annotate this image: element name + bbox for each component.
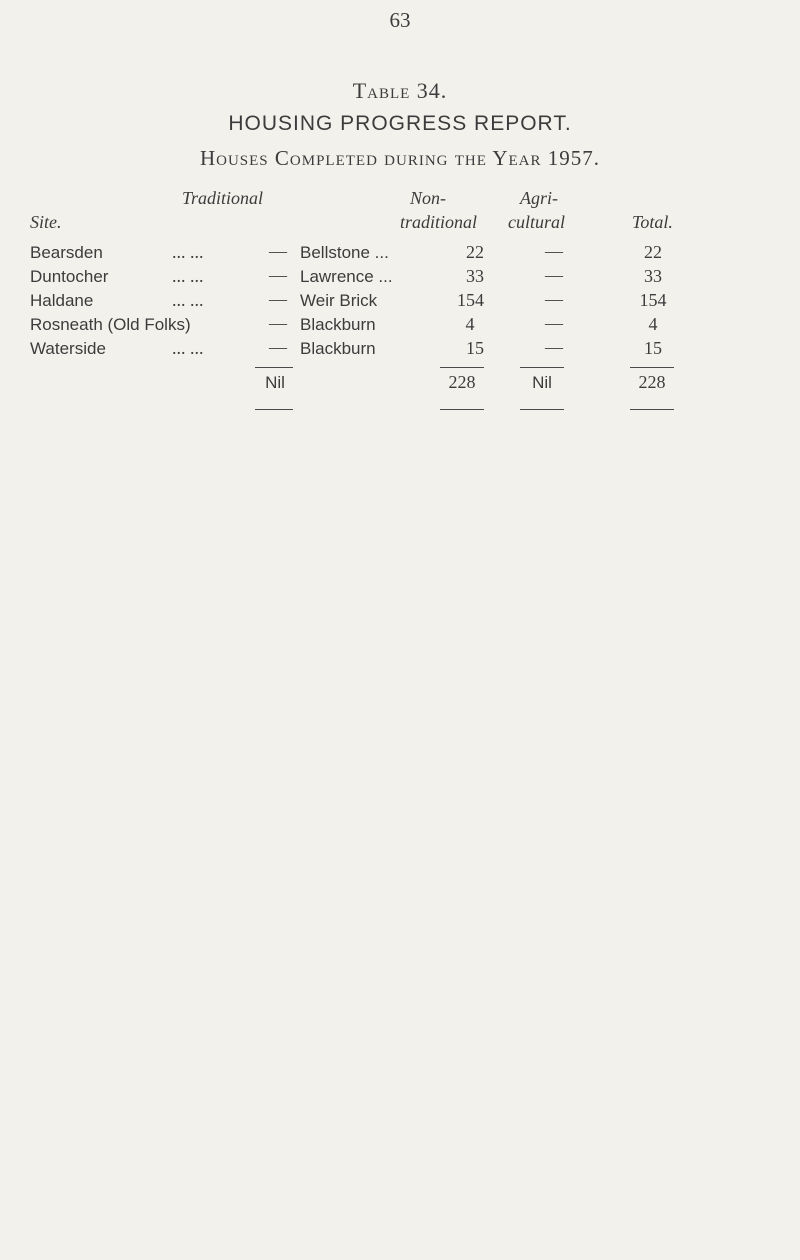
table-label: Table 34. bbox=[352, 78, 448, 103]
header-non-traditional-line2: traditional bbox=[400, 212, 478, 232]
traditional-value: — bbox=[269, 313, 287, 333]
header-non-traditional-line1: Non- bbox=[410, 188, 446, 208]
traditional-value: — bbox=[269, 289, 287, 309]
agricultural-value: — bbox=[545, 337, 563, 357]
non-traditional-name: Bellstone ... bbox=[300, 243, 389, 262]
non-traditional-value: 33 bbox=[466, 266, 484, 286]
site-name: Waterside bbox=[30, 339, 106, 358]
traditional-value: — bbox=[269, 241, 287, 261]
agricultural-value: — bbox=[545, 241, 563, 261]
total-value: 4 bbox=[648, 314, 658, 334]
rule-non-traditional-top bbox=[440, 367, 484, 368]
total-value: 154 bbox=[639, 290, 667, 310]
non-traditional-name: Lawrence ... bbox=[300, 267, 393, 286]
site-name: Rosneath (Old Folks) bbox=[30, 315, 191, 334]
header-agricultural-line1: Agri- bbox=[520, 188, 558, 208]
leader-dots: ... ... bbox=[172, 338, 204, 358]
rule-traditional-bottom bbox=[255, 409, 293, 410]
non-traditional-value: 4 bbox=[465, 314, 475, 334]
agricultural-value: — bbox=[545, 265, 563, 285]
header-traditional: Traditional bbox=[182, 188, 264, 208]
rule-agricultural-bottom bbox=[520, 409, 564, 410]
agricultural-value: — bbox=[545, 313, 563, 333]
non-traditional-name: Blackburn bbox=[300, 315, 376, 334]
leader-dots: ... ... bbox=[172, 266, 204, 286]
rule-total-bottom bbox=[630, 409, 674, 410]
rule-non-traditional-bottom bbox=[440, 409, 484, 410]
site-name: Duntocher bbox=[30, 267, 109, 286]
total-overall: 228 bbox=[638, 372, 666, 392]
total-value: 33 bbox=[644, 266, 662, 286]
total-value: 15 bbox=[644, 338, 662, 358]
non-traditional-value: 15 bbox=[466, 338, 484, 358]
page-number: 63 bbox=[389, 8, 411, 32]
site-name: Haldane bbox=[30, 291, 94, 310]
total-non-traditional: 228 bbox=[448, 372, 476, 392]
site-name: Bearsden bbox=[30, 243, 103, 262]
non-traditional-name: Weir Brick bbox=[300, 291, 378, 310]
total-traditional: Nil bbox=[265, 373, 285, 392]
header-site: Site. bbox=[30, 212, 62, 232]
leader-dots: ... ... bbox=[172, 242, 204, 262]
rule-traditional-top bbox=[255, 367, 293, 368]
rule-agricultural-top bbox=[520, 367, 564, 368]
agricultural-value: — bbox=[545, 289, 563, 309]
non-traditional-name: Blackburn bbox=[300, 339, 376, 358]
non-traditional-value: 154 bbox=[457, 290, 484, 310]
rule-total-top bbox=[630, 367, 674, 368]
non-traditional-value: 22 bbox=[466, 242, 484, 262]
traditional-value: — bbox=[269, 265, 287, 285]
total-agricultural: Nil bbox=[532, 373, 552, 392]
report-subtitle: Houses Completed during the Year 1957. bbox=[199, 146, 601, 170]
total-value: 22 bbox=[644, 242, 662, 262]
header-total: Total. bbox=[632, 212, 673, 232]
leader-dots: ... ... bbox=[172, 290, 204, 310]
traditional-value: — bbox=[269, 337, 287, 357]
report-title: HOUSING PROGRESS REPORT. bbox=[228, 112, 572, 135]
header-agricultural-line2: cultural bbox=[508, 212, 565, 232]
